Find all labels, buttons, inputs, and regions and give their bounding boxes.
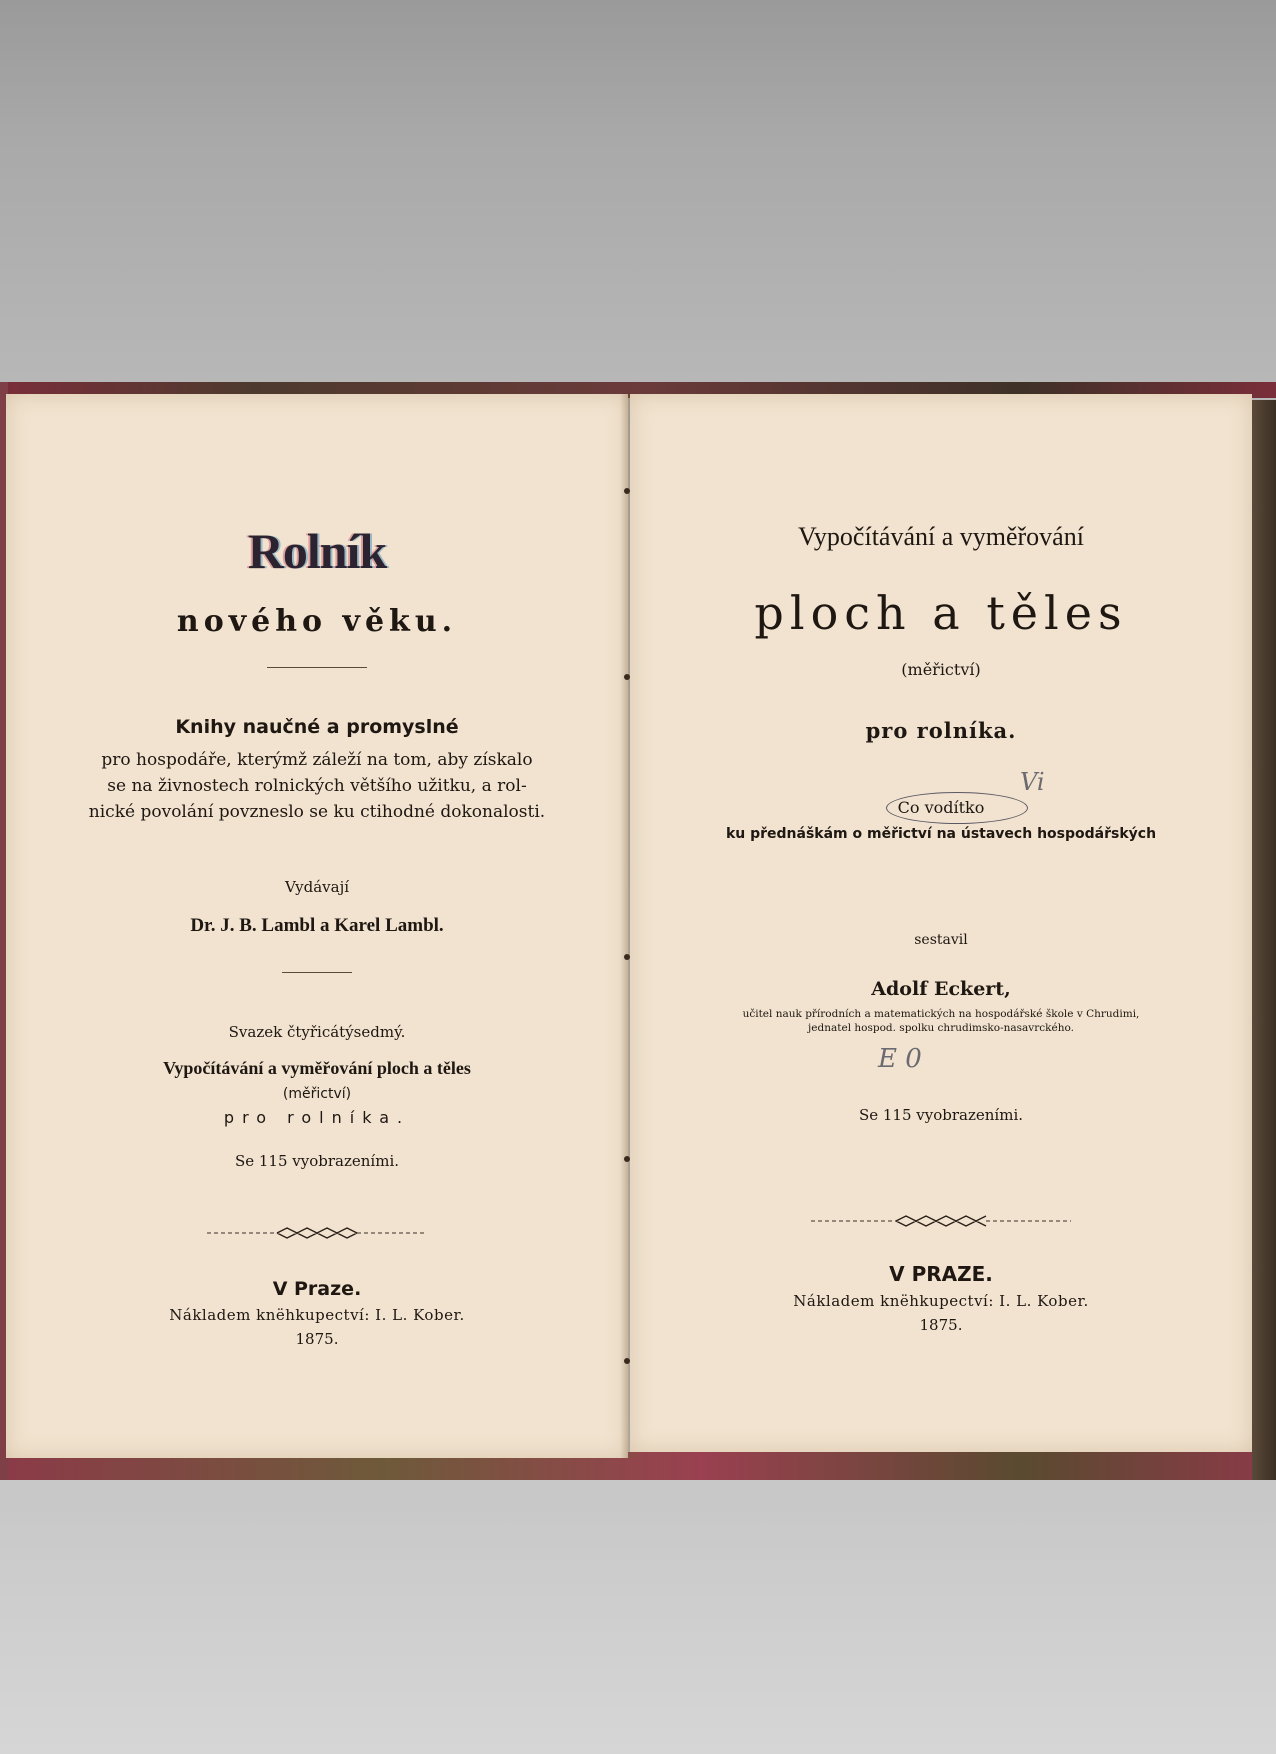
divider <box>267 667 367 668</box>
illustrations-note: Se 115 vyobrazeními. <box>234 1152 400 1170</box>
author: Adolf Eckert, <box>871 978 1011 1000</box>
title-line-1: Vypočítávání a vyměřování <box>798 522 1084 551</box>
audience: pro rolníka. <box>865 718 1017 743</box>
purpose-line-1: Co vodítko <box>897 798 985 817</box>
series-title: Rolník <box>247 523 387 579</box>
title-line-2: ploch a těles <box>754 586 1128 640</box>
book-audience: pro rolníka. <box>223 1108 411 1127</box>
ornament-divider <box>207 1226 427 1240</box>
book-right-cover-edge <box>1252 400 1276 1480</box>
publisher: Nákladem knëhkupectví: I. L. Kober. <box>169 1306 465 1324</box>
description-line: pro hospodáře, kterýmž záleží na tom, aby získalo <box>101 750 533 770</box>
volume-number: Svazek čtyřicátýsedmý. <box>228 1023 406 1041</box>
subtitle: (měřictví) <box>901 660 981 679</box>
illustrations-note: Se 115 vyobrazeními. <box>858 1106 1024 1124</box>
compiled-by-label: sestavil <box>914 932 968 948</box>
ornament-divider <box>811 1214 1071 1228</box>
place: V PRAZE. <box>889 1262 993 1286</box>
place: V Praze. <box>272 1278 362 1300</box>
publication-year: 1875. <box>295 1330 339 1348</box>
author-description: jednatel hospod. spolku chrudimsko-nasavrckého. <box>808 1022 1074 1034</box>
series-subtitle: nového věku. <box>176 604 458 639</box>
pencil-mark: Vi <box>1020 768 1045 796</box>
pencil-mark: E 0 <box>878 1044 922 1074</box>
book-title: Vypočítávání a vyměřování ploch a těles <box>163 1058 471 1078</box>
book-subtitle: (měřictví) <box>282 1086 352 1102</box>
section-title: Knihy naučné a promyslné <box>175 716 459 738</box>
description-line: nické povolání povzneslo se ku ctihodné dokonalosti. <box>88 802 546 822</box>
publishers-label: Vydávají <box>284 878 350 896</box>
publisher: Nákladem knëhkupectví: I. L. Kober. <box>793 1292 1089 1310</box>
editors: Dr. J. B. Lambl a Karel Lambl. <box>190 915 444 936</box>
description-line: se na živnostech rolnických většího užitku, a rol- <box>107 776 527 796</box>
author-description: učitel nauk přírodních a matematických na hospodářské škole v Chrudimi, <box>742 1008 1140 1020</box>
purpose-line-2: ku přednáškám o měřictví na ústavech hospodářských <box>725 826 1157 842</box>
left-page <box>6 394 628 1458</box>
right-page <box>630 394 1252 1452</box>
publication-year: 1875. <box>919 1316 963 1334</box>
divider <box>282 972 352 973</box>
